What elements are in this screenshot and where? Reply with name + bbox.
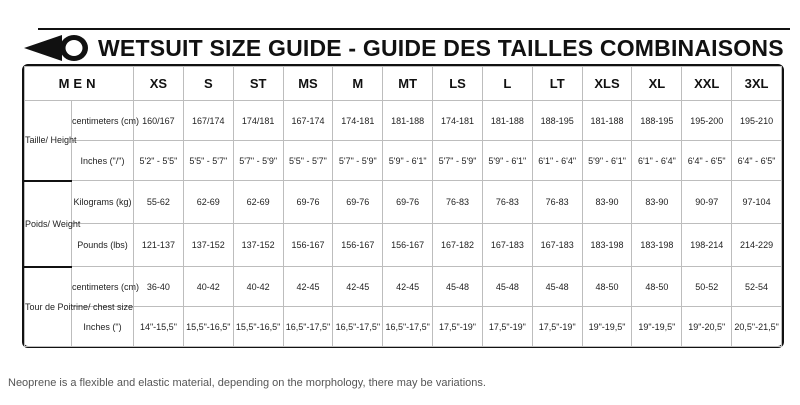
size-value-cell: 167-182 <box>433 224 483 267</box>
neoprene-note: Neoprene is a flexible and elastic material, depending on the morphology, there may be variations. <box>8 377 486 389</box>
size-value-cell: 17,5"-19" <box>482 307 532 347</box>
size-header-xls: XLS <box>582 67 632 101</box>
size-value-cell: 83-90 <box>632 181 682 224</box>
table-row <box>25 101 782 141</box>
size-value-cell: 181-188 <box>383 101 433 141</box>
size-header-mt: MT <box>383 67 433 101</box>
size-value-cell: 90-97 <box>682 181 732 224</box>
size-value-cell: 5'9" - 6'1" <box>383 141 433 181</box>
table-row <box>25 141 782 181</box>
size-value-cell: 42-45 <box>283 267 333 307</box>
size-value-cell: 156-167 <box>283 224 333 267</box>
size-header-ls: LS <box>433 67 483 101</box>
size-value-cell: 183-198 <box>582 224 632 267</box>
size-value-cell: 121-137 <box>134 224 184 267</box>
size-value-cell: 6'4" - 6'5" <box>682 141 732 181</box>
category-label: Taille/ Height <box>25 101 72 181</box>
size-value-cell: 48-50 <box>632 267 682 307</box>
size-value-cell: 16,5"-17,5" <box>383 307 433 347</box>
size-value-cell: 62-69 <box>183 181 233 224</box>
size-value-cell: 14"-15,5" <box>134 307 184 347</box>
size-value-cell: 214-229 <box>732 224 782 267</box>
size-value-cell: 195-200 <box>682 101 732 141</box>
size-value-cell: 167-183 <box>482 224 532 267</box>
size-value-cell: 5'9" - 6'1" <box>582 141 632 181</box>
size-header-s: S <box>183 67 233 101</box>
size-value-cell: 17,5"-19" <box>433 307 483 347</box>
size-value-cell: 183-198 <box>632 224 682 267</box>
size-value-cell: 83-90 <box>582 181 632 224</box>
size-value-cell: 156-167 <box>333 224 383 267</box>
size-header-xxl: XXL <box>682 67 732 101</box>
size-header-xl: XL <box>632 67 682 101</box>
size-value-cell: 167-183 <box>532 224 582 267</box>
size-value-cell: 40-42 <box>233 267 283 307</box>
title-banner <box>20 28 790 64</box>
size-value-cell: 45-48 <box>482 267 532 307</box>
size-value-cell: 181-188 <box>482 101 532 141</box>
size-chart-table <box>22 64 784 348</box>
unit-label: Inches ("/") <box>72 141 134 181</box>
size-value-cell: 137-152 <box>183 224 233 267</box>
size-header-l: L <box>482 67 532 101</box>
unit-label: centimeters (cm) <box>72 267 134 307</box>
size-value-cell: 42-45 <box>383 267 433 307</box>
size-value-cell: 69-76 <box>383 181 433 224</box>
size-value-cell: 5'7" - 5'9" <box>333 141 383 181</box>
size-value-cell: 15,5"-16,5" <box>183 307 233 347</box>
size-header-m: M <box>333 67 383 101</box>
size-value-cell: 45-48 <box>532 267 582 307</box>
unit-label: centimeters (cm) <box>72 101 134 141</box>
unit-label: Pounds (lbs) <box>72 224 134 267</box>
size-value-cell: 76-83 <box>433 181 483 224</box>
category-label: Poids/ Weight <box>25 181 72 267</box>
size-value-cell: 188-195 <box>532 101 582 141</box>
size-value-cell: 40-42 <box>183 267 233 307</box>
size-value-cell: 15,5"-16,5" <box>233 307 283 347</box>
table-row <box>25 181 782 224</box>
size-value-cell: 19"-20,5" <box>682 307 732 347</box>
size-value-cell: 174/181 <box>233 101 283 141</box>
size-value-cell: 137-152 <box>233 224 283 267</box>
brand-logo-icon <box>22 32 92 64</box>
men-label: MEN <box>25 67 134 101</box>
banner-top-line <box>38 28 790 30</box>
size-header-xs: XS <box>134 67 184 101</box>
unit-label: Inches (") <box>72 307 134 347</box>
size-value-cell: 195-210 <box>732 101 782 141</box>
size-value-cell: 5'9" - 6'1" <box>482 141 532 181</box>
table-row <box>25 267 782 307</box>
size-value-cell: 36-40 <box>134 267 184 307</box>
size-value-cell: 181-188 <box>582 101 632 141</box>
size-value-cell: 6'4" - 6'5" <box>732 141 782 181</box>
size-value-cell: 48-50 <box>582 267 632 307</box>
size-value-cell: 45-48 <box>433 267 483 307</box>
size-value-cell: 69-76 <box>283 181 333 224</box>
size-value-cell: 167-174 <box>283 101 333 141</box>
size-value-cell: 156-167 <box>383 224 433 267</box>
size-value-cell: 174-181 <box>433 101 483 141</box>
size-value-cell: 5'2" - 5'5" <box>134 141 184 181</box>
size-value-cell: 17,5"-19" <box>532 307 582 347</box>
size-value-cell: 16,5"-17,5" <box>283 307 333 347</box>
size-value-cell: 160/167 <box>134 101 184 141</box>
table-row <box>25 224 782 267</box>
size-value-cell: 6'1" - 6'4" <box>532 141 582 181</box>
size-value-cell: 174-181 <box>333 101 383 141</box>
size-value-cell: 62-69 <box>233 181 283 224</box>
size-value-cell: 76-83 <box>532 181 582 224</box>
size-value-cell: 42-45 <box>333 267 383 307</box>
size-header-lt: LT <box>532 67 582 101</box>
size-value-cell: 76-83 <box>482 181 532 224</box>
size-value-cell: 97-104 <box>732 181 782 224</box>
size-value-cell: 50-52 <box>682 267 732 307</box>
page-title: WETSUIT SIZE GUIDE - GUIDE DES TAILLES COMBINAISONS <box>98 35 784 61</box>
size-value-cell: 55-62 <box>134 181 184 224</box>
size-value-cell: 198-214 <box>682 224 732 267</box>
size-header-row <box>25 67 782 101</box>
size-value-cell: 19"-19,5" <box>632 307 682 347</box>
size-header-ms: MS <box>283 67 333 101</box>
unit-label: Kilograms (kg) <box>72 181 134 224</box>
size-value-cell: 16,5"-17,5" <box>333 307 383 347</box>
size-value-cell: 5'5" - 5'7" <box>283 141 333 181</box>
size-value-cell: 52-54 <box>732 267 782 307</box>
size-header-st: ST <box>233 67 283 101</box>
size-value-cell: 69-76 <box>333 181 383 224</box>
size-header-3xl: 3XL <box>732 67 782 101</box>
size-value-cell: 5'5" - 5'7" <box>183 141 233 181</box>
size-value-cell: 188-195 <box>632 101 682 141</box>
size-value-cell: 19"-19,5" <box>582 307 632 347</box>
table-row <box>25 307 782 347</box>
size-value-cell: 20,5"-21,5" <box>732 307 782 347</box>
size-value-cell: 167/174 <box>183 101 233 141</box>
category-label: Tour de Poitrine/ chest size <box>25 267 72 347</box>
size-value-cell: 6'1" - 6'4" <box>632 141 682 181</box>
size-value-cell: 5'7" - 5'9" <box>433 141 483 181</box>
size-value-cell: 5'7" - 5'9" <box>233 141 283 181</box>
